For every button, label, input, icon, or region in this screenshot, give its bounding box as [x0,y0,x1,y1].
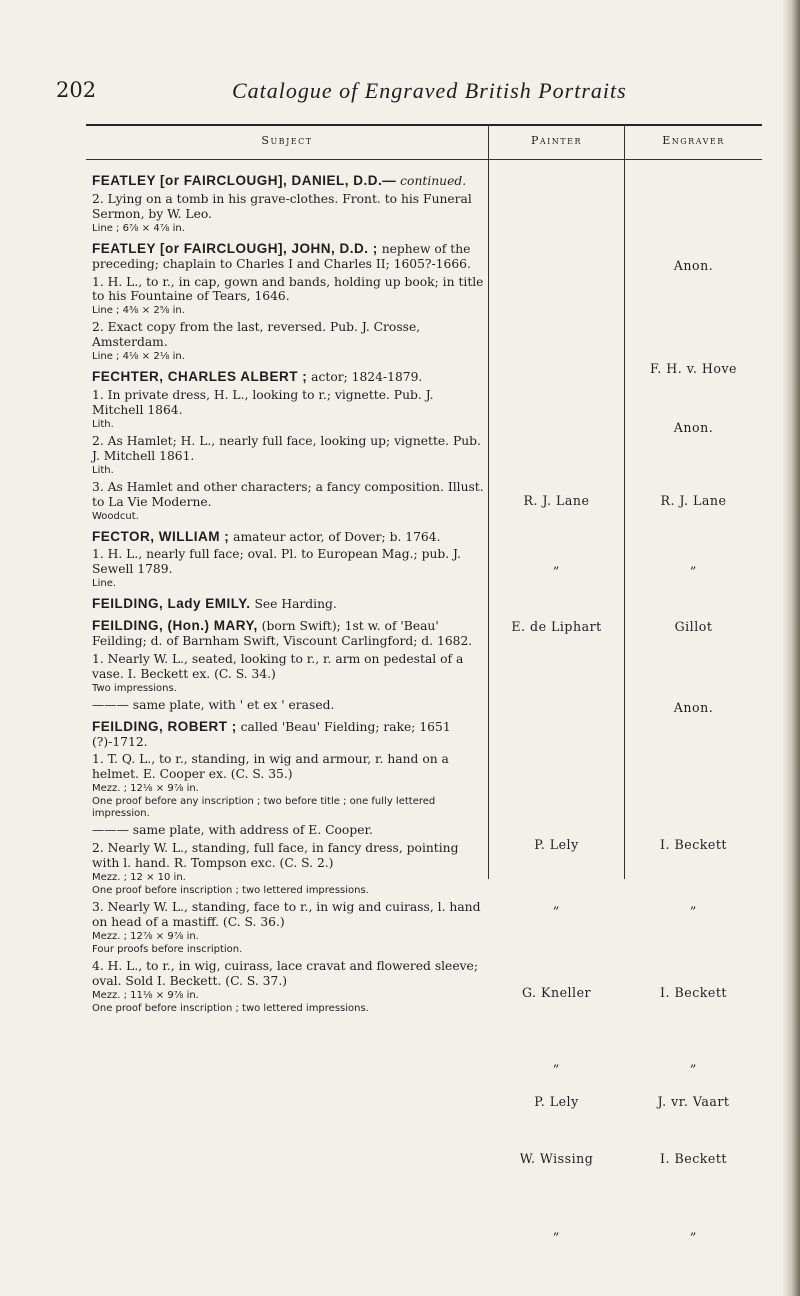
sitter-name: FEILDING, Lady EMILY. [92,596,251,612]
catalogue-entry [92,242,484,363]
engraver-cell: „ [689,1054,698,1069]
table-header-rule [86,159,762,160]
technique-note: One proof before inscription ; two lettered impressions. [92,1002,369,1014]
entry-heading [92,597,484,612]
catalogue-entry [92,174,484,235]
scan-edge-shadow [782,0,800,1296]
portrait-item: 3. Nearly W. L., standing, face to r., in wig and cuirass, l. hand on head of a mastiff. (C. S. 36.) [92,900,481,929]
technique-note: Two impressions. [92,682,177,694]
table-top-rule [86,124,762,126]
engraver-cell: Anon. [673,420,714,435]
portrait-item: 2. Lying on a tomb in his grave-clothes. Front. to his Funeral Sermon, by W. Leo. [92,191,472,221]
technique-note: Mezz. ; 12⅞ × 9⅞ in. [92,930,199,942]
entry-heading [92,370,484,385]
portrait-item: 2. As Hamlet; H. L., nearly full face, looking up; vignette. Pub. J. Mitchell 1861. [92,433,481,463]
portrait-item: 1. Nearly W. L., seated, looking to r., r. arm on pedestal of a vase. I. Beckett ex. (C. S. 34.) [92,651,464,681]
painter-cell: „ [552,556,561,571]
painter-cell: „ [552,1054,561,1069]
column-header-subject: Subject [261,134,313,147]
technique-note: Mezz. ; 11⅛ × 9⅞ in. [92,989,199,1001]
painter-cell: P. Lely [534,837,579,852]
painter-cell: R. J. Lane [523,493,590,508]
running-title: Catalogue of Engraved British Portraits [232,78,627,103]
painter-cell: P. Lely [534,1094,579,1109]
subject-column [92,174,484,1022]
engraver-cell: Gillot [674,619,713,634]
engraver-cell: „ [689,896,698,911]
sitter-name: FEATLEY [or FAIRCLOUGH], JOHN, D.D. ; [92,240,378,256]
entry-heading [92,619,484,649]
technique-note: Line. [92,578,117,590]
engraver-cell: I. Beckett [660,837,727,852]
sitter-name: FECHTER, CHARLES ALBERT ; [92,369,308,385]
portrait-item: 1. H. L., nearly full face; oval. Pl. to European Mag.; pub. J. Sewell 1789. [92,547,461,577]
engraver-cell: R. J. Lane [660,493,727,508]
portrait-item: 2. Exact copy from the last, reversed. Pub. J. Crosse, Amsterdam. [92,320,421,350]
portrait-item: 2. Nearly W. L., standing, full face, in fancy dress, pointing with l. hand. R. Tompson exc. (C. S. 2.) [92,841,459,871]
painter-cell: W. Wissing [519,1151,594,1166]
technique-note: Line ; 4⅛ × 2⅛ in. [92,351,185,363]
entry-heading [92,530,484,545]
sitter-description: See Harding. [254,597,337,612]
portrait-item: 1. T. Q. L., to r., standing, in wig and armour, r. hand on a helmet. E. Cooper ex. (C. S. 35.) [92,752,449,782]
technique-note: One proof before any inscription ; two before title ; one fully lettered impression. [92,796,436,820]
engraver-cell: J. vr. Vaart [657,1094,730,1109]
engraver-cell: F. H. v. Hove [649,361,738,376]
engraver-cell: I. Beckett [660,985,727,1000]
engraver-cell: I. Beckett [660,1151,727,1166]
column-header-painter: Painter [530,134,583,147]
portrait-item: 1. In private dress, H. L., looking to r.; vignette. Pub. J. Mitchell 1864. [92,388,434,417]
technique-note: Mezz. ; 12⅛ × 9⅞ in. [92,783,199,795]
engraver-cell: „ [689,1222,698,1237]
technique-note: Four proofs before inscription. [92,943,243,955]
catalogue-entry [92,530,484,591]
technique-note: One proof before inscription ; two lettered impressions. [92,885,369,896]
portrait-item: ——— same plate, with address of E. Cooper. [92,823,373,838]
sitter-description: called 'Beau' Fielding; rake; 1651 (?)-1712. [92,719,451,749]
sitter-name: FEILDING, (Hon.) MARY, [92,618,258,634]
technique-note: Line ; 4⅜ × 2⅝ in. [92,305,185,317]
sitter-name: FEATLEY [or FAIRCLOUGH], DANIEL, D.D.— [92,173,397,188]
catalogue-entry [92,619,484,713]
page-number: 202 [56,78,97,102]
entry-heading [92,174,484,189]
catalogue-entry [92,370,484,522]
painter-cell: E. de Liphart [511,619,602,634]
portrait-item: ——— same plate, with ' et ex ' erased. [92,697,335,712]
sitter-description: (born Swift); 1st w. of 'Beau' Feilding; d. of Barnham Swift, Viscount Carlingford; d. 1682. [92,619,473,649]
technique-note: Woodcut. [92,510,139,522]
column-header-engraver: Engraver [662,134,725,147]
engraver-cell: „ [689,556,698,571]
continued-note: continued. [400,174,467,188]
sitter-description: nephew of the preceding; chaplain to Charles I and Charles II; 1605?-1666. [92,241,471,271]
portrait-item: 3. As Hamlet and other characters; a fancy composition. Illust. to La Vie Moderne. [92,479,484,509]
sitter-name: FEILDING, ROBERT ; [92,718,237,734]
technique-note: Lith. [92,418,114,430]
sitter-description: actor; 1824-1879. [311,370,423,385]
painter-cell: „ [552,896,561,911]
technique-note: Mezz. ; 12 × 10 in. [92,872,186,883]
sitter-name: FECTOR, WILLIAM ; [92,528,230,544]
portrait-item: 1. H. L., to r., in cap, gown and bands, holding up book; in title to his Fountaine of Tears, 1646. [92,274,484,304]
portrait-item: 4. H. L., to r., in wig, cuirass, lace cravat and flowered sleeve; oval. Sold I. Beckett. (C. S. 37.) [92,958,478,988]
painter-cell: „ [552,1222,561,1237]
engraver-cell: Anon. [673,258,714,273]
engraver-cell: Anon. [673,700,714,715]
catalogue-entry [92,720,484,1015]
painter-cell: G. Kneller [521,985,592,1000]
technique-note: Lith. [92,464,114,476]
catalogue-entry [92,597,484,612]
technique-note: Line ; 6⅞ × 4⅞ in. [92,222,185,234]
sitter-description: amateur actor, of Dover; b. 1764. [233,529,441,544]
entry-heading [92,720,484,750]
entry-heading [92,242,484,272]
